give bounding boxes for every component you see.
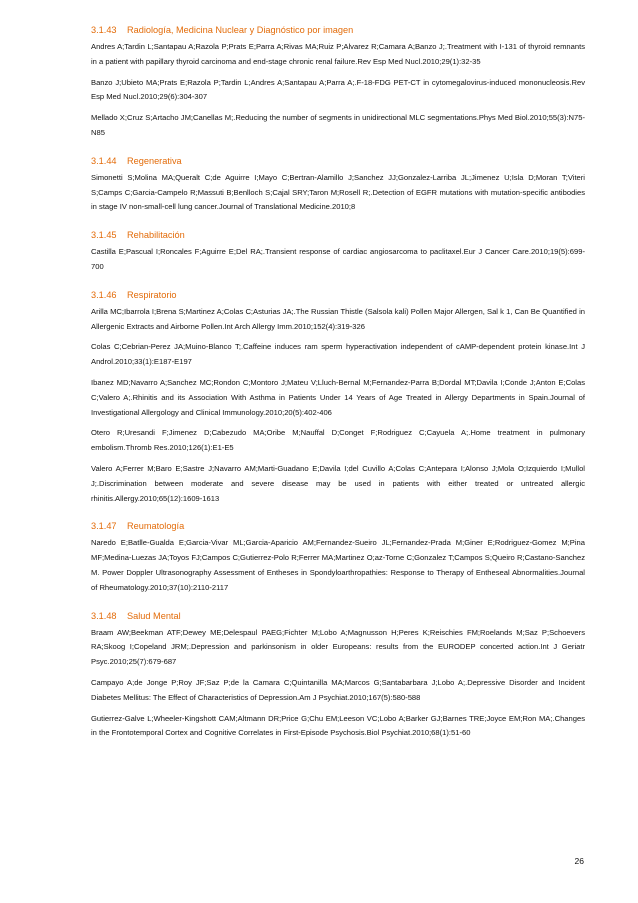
section-number: 3.1.48 (91, 610, 117, 621)
section-title: Rehabilitación (127, 230, 185, 241)
section-heading (91, 289, 585, 301)
section (91, 610, 585, 742)
reference-entry: Andres A;Tardin L;Santapau A;Razola P;Prats E;Parra A;Rivas MA;Ruiz P;Alvarez R;Camara A;Banzo J;.Treatment with I-131 of thyroid remnants in a patient with papillary thyroid carcinoma and end-stage chronic renal failure.Rev Esp Med Nucl.2010;29(1):32-35 (91, 42, 585, 66)
section-heading (91, 610, 585, 622)
reference-entry: Valero A;Ferrer M;Baro E;Sastre J;Navarro AM;Marti-Guadano E;Davila I;del Cuvillo A;Colas C;Antepara I;Alonso J;Mola O;Izquierdo I;Mullol J;.Discrimination between moderate and severe disease may be used in patients with either treated or untreated allergic rhinitis.Allergy.2010;65(12):1609-1613 (91, 463, 585, 503)
reference-entry: Braam AW;Beekman ATF;Dewey ME;Delespaul PAEG;Fichter M;Lobo A;Magnusson H;Peres K;Reischies FM;Roelands M;Saz P;Schoevers RA;Skoog I;Copeland JRM;.Depression and parkinsonism in older Europeans: results from the EURODEP concerted action.Int J Geriatr Psyc.2010;25(7):679-687 (91, 627, 585, 667)
section-number: 3.1.46 (91, 289, 117, 300)
reference-entry: Arilla MC;Ibarrola I;Brena S;Martinez A;Colas C;Asturias JA;.The Russian Thistle (Salsola kali) Pollen Major Allergen, Sal k 1, Can Be Quantified in Allergenic Extracts and Airborne Pollen.Int Arch Allergy Imm.2010;152(4):319-326 (91, 306, 585, 331)
reference-entry: Colas C;Cebrian-Perez JA;Muino-Blanco T;.Caffeine induces ram sperm hyperactivation independent of cAMP-dependent protein kinase.Int J Androl.2010;33(1):E187-E197 (91, 342, 585, 367)
reference-entry: Castilla E;Pascual I;Roncales F;Aguirre E;Del RA;.Transient response of cardiac angiosarcoma to paclitaxel.Eur J Cancer Care.2010;19(5):699-700 (91, 247, 585, 271)
section-heading (91, 24, 585, 36)
reference-entry: Banzo J;Ubieto MA;Prats E;Razola P;Tardin L;Andres A;Santapau A;Parra A;.F-18-FDG PET-CT in cytomegalovirus-induced mononucleosis.Rev Esp Med Nucl.2010;29(6):304-307 (91, 77, 585, 102)
section-number: 3.1.44 (91, 155, 117, 166)
reference-entry: Naredo E;Batlle-Gualda E;Garcia-Vivar ML;Garcia-Aparicio AM;Fernandez-Sueiro JL;Fernandez-Prada M;Giner E;Rodriguez-Gomez M;Pina MF;Medina-Luezas JA;Toyos FJ;Campos C;Gutierrez-Polo R;Ferrer MA;Martinez O;az-Torne C;Gonzalez T;Campos S;Queiro R;Castano-Sanchez M. Power Doppler Ultrasonography Assessment of Entheses in Spondyloarthropathies: Response to Therapy of Entheseal Abnormalities.Journal of Rheumatology.2010;37(10):2110-2117 (91, 538, 585, 592)
section-title: Respiratorio (127, 289, 177, 300)
reference-entry: Otero R;Uresandi F;Jimenez D;Cabezudo MA;Oribe M;Nauffal D;Conget F;Rodriguez C;Cayuela A;.Home treatment in pulmonary embolism.Thromb Res.2010;126(1):E1-E5 (91, 428, 585, 453)
section-title: Reumatología (127, 521, 185, 532)
reference-entry: Ibanez MD;Navarro A;Sanchez MC;Rondon C;Montoro J;Mateu V;Lluch-Bernal M;Fernandez-Parra B;Dordal MT;Davila I;Conde J;Anton E;Colas C;Valero A;.Rhinitis and its Association With Asthma in Patients Under 14 Years of Age Treated in Allergy Departments in Spain.Journal of Investigational Allergology and Clinical Immunology.2010;20(5):402-406 (91, 377, 585, 417)
section-heading (91, 520, 585, 532)
section (91, 229, 585, 275)
section-heading (91, 229, 585, 241)
section-title: Salud Mental (127, 610, 181, 621)
section-heading (91, 155, 585, 167)
reference-entry: Simonetti S;Molina MA;Queralt C;de Aguirre I;Mayo C;Bertran-Alamillo J;Sanchez JJ;Gonzalez-Larriba JL;Jimenez U;Isla D;Moran T;Viteri S;Camps C;Garcia-Campelo R;Massuti B;Benlloch S;Cajal SRY;Taron M;Rosell R;.Detection of EGFR mutations with mutation-specific antibodies in stage IV non-small-cell lung cancer.Journal of Translational Medicine.2010;8 (91, 172, 585, 212)
section-number: 3.1.47 (91, 521, 117, 532)
reference-entry: Gutierrez-Galve L;Wheeler-Kingshott CAM;Altmann DR;Price G;Chu EM;Leeson VC;Lobo A;Barker GJ;Barnes TRE;Joyce EM;Ron MA;.Changes in the Frontotemporal Cortex and Cognitive Correlates in First-Episode Psychosis.Biol Psychiat.2010;68(1):51-60 (91, 713, 585, 738)
reference-entry: Mellado X;Cruz S;Artacho JM;Canellas M;.Reducing the number of segments in unidirectional MLC segmentations.Phys Med Biol.2010;55(3):N75-N85 (91, 113, 585, 137)
page-number: 26 (574, 856, 584, 866)
section-number: 3.1.43 (91, 25, 117, 35)
section (91, 289, 585, 507)
section-number: 3.1.45 (91, 230, 117, 241)
section (91, 155, 585, 215)
section-title: Radiología, Medicina Nuclear y Diagnóstico por imagen (127, 25, 354, 35)
reference-entry: Campayo A;de Jonge P;Roy JF;Saz P;de la Camara C;Quintanilla MA;Marcos G;Santabarbara J;Lobo A;.Depressive Disorder and Incident Diabetes Mellitus: The Effect of Characteristics of Depression.Am J Psychiat.2010;167(5):580-588 (91, 677, 585, 702)
section (91, 520, 585, 595)
section-title: Regenerativa (127, 155, 182, 166)
document-page (91, 24, 585, 755)
section (91, 24, 585, 141)
